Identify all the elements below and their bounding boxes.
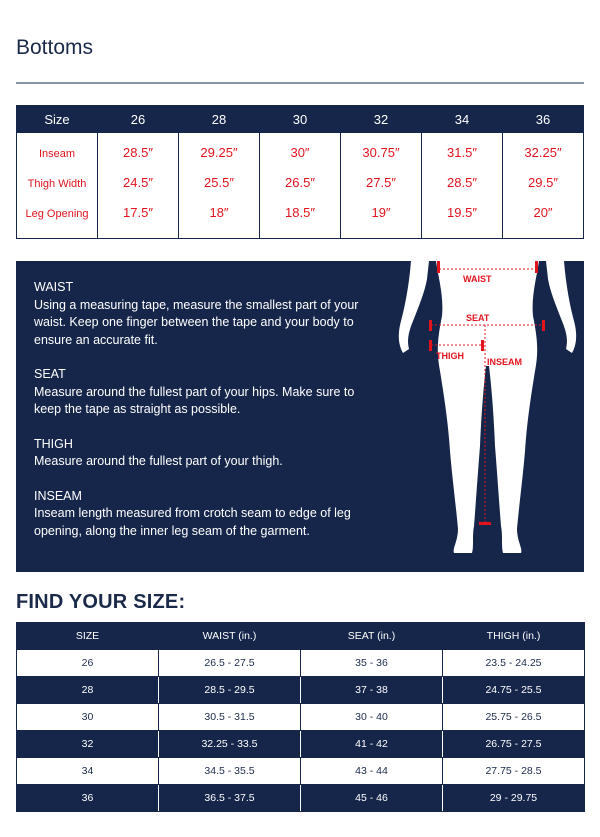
seat-cell: 43 - 44 bbox=[301, 758, 443, 785]
seat-instruction bbox=[34, 366, 384, 419]
size-cell: 28 bbox=[17, 677, 159, 704]
waist-cell: 32.25 - 33.5 bbox=[159, 731, 301, 758]
size-column bbox=[503, 133, 584, 239]
waist-heading: WAIST bbox=[34, 280, 74, 294]
figure-label-seat: SEAT bbox=[466, 313, 490, 323]
inseam-instruction bbox=[34, 488, 384, 541]
table-row bbox=[17, 677, 585, 704]
find-size-header-row bbox=[17, 623, 585, 650]
size-header: 26 bbox=[98, 106, 179, 133]
table-row bbox=[17, 731, 585, 758]
thigh-instruction bbox=[34, 436, 384, 471]
leg-opening-value: 19.5″ bbox=[447, 205, 477, 220]
leg-opening-value: 20″ bbox=[533, 205, 553, 220]
thigh-value: 24.5″ bbox=[123, 175, 153, 190]
thigh-value: 28.5″ bbox=[447, 175, 477, 190]
figure-label-waist: WAIST bbox=[463, 274, 492, 284]
size-header: 34 bbox=[422, 106, 503, 133]
thigh-cell: 29 - 29.75 bbox=[443, 785, 585, 812]
inseam-text: Inseam length measured from crotch seam to edge of leg opening, along the inner leg seam of the garment. bbox=[34, 506, 351, 538]
figure-label-inseam: INSEAM bbox=[487, 357, 523, 367]
thigh-cell: 26.75 - 27.5 bbox=[443, 731, 585, 758]
thigh-value: 27.5″ bbox=[366, 175, 396, 190]
body-figure bbox=[391, 261, 584, 572]
size-cell: 34 bbox=[17, 758, 159, 785]
size-column bbox=[179, 133, 260, 239]
inseam-value: 28.5″ bbox=[123, 145, 153, 160]
thigh-cell: 24.75 - 25.5 bbox=[443, 677, 585, 704]
inseam-value: 30.75″ bbox=[362, 145, 400, 160]
leg-opening-value: 19″ bbox=[371, 205, 391, 220]
column-header-waist: WAIST (in.) bbox=[159, 623, 301, 650]
find-size-title: FIND YOUR SIZE: bbox=[16, 591, 186, 613]
size-column bbox=[98, 133, 179, 239]
size-header: 36 bbox=[503, 106, 584, 133]
column-header-size: SIZE bbox=[17, 623, 159, 650]
leg-opening-value: 18″ bbox=[209, 205, 229, 220]
column-header-seat: SEAT (in.) bbox=[301, 623, 443, 650]
waist-cell: 36.5 - 37.5 bbox=[159, 785, 301, 812]
thigh-cell: 23.5 - 24.25 bbox=[443, 650, 585, 677]
size-header: 28 bbox=[179, 106, 260, 133]
size-header-label: Size bbox=[17, 106, 98, 133]
table-row bbox=[17, 704, 585, 731]
find-size-table bbox=[16, 622, 585, 812]
size-header: 30 bbox=[260, 106, 341, 133]
seat-text: Measure around the fullest part of your hips. Make sure to keep the tape as straight as possible. bbox=[34, 384, 355, 416]
row-label-thigh-width: Thigh Width bbox=[27, 178, 87, 190]
thigh-cell: 25.75 - 26.5 bbox=[443, 704, 585, 731]
table-row bbox=[17, 758, 585, 785]
waist-cell: 30.5 - 31.5 bbox=[159, 704, 301, 731]
measurement-labels bbox=[17, 133, 98, 239]
page-title: Bottoms bbox=[16, 36, 94, 59]
size-cell: 30 bbox=[17, 704, 159, 731]
inseam-value: 31.5″ bbox=[447, 145, 477, 160]
size-column bbox=[422, 133, 503, 239]
measure-guide-panel bbox=[16, 261, 584, 572]
thigh-heading: THIGH bbox=[34, 436, 73, 451]
size-header: 32 bbox=[341, 106, 422, 133]
size-chart-table bbox=[16, 105, 584, 239]
inseam-heading: INSEAM bbox=[34, 488, 82, 503]
row-label-leg-opening: Leg Opening bbox=[25, 208, 89, 220]
seat-cell: 35 - 36 bbox=[301, 650, 443, 677]
waist-cell: 28.5 - 29.5 bbox=[159, 677, 301, 704]
seat-heading: SEAT bbox=[34, 367, 66, 381]
seat-cell: 30 - 40 bbox=[301, 704, 443, 731]
thigh-text: Measure around the fullest part of your thigh. bbox=[34, 454, 283, 468]
measure-instructions bbox=[34, 279, 384, 557]
divider bbox=[16, 82, 584, 84]
leg-opening-value: 18.5″ bbox=[285, 205, 315, 220]
size-column bbox=[260, 133, 341, 239]
size-cell: 26 bbox=[17, 650, 159, 677]
size-header-row bbox=[17, 106, 584, 133]
body-silhouette-icon bbox=[391, 261, 584, 572]
column-header-thigh: THIGH (in.) bbox=[443, 623, 585, 650]
inseam-value: 32.25″ bbox=[524, 145, 562, 160]
leg-opening-value: 17.5″ bbox=[123, 205, 153, 220]
waist-text: Using a measuring tape, measure the smallest part of your waist. Keep one finger between the tape and your body to ensure an accurate fit. bbox=[34, 297, 359, 347]
seat-cell: 45 - 46 bbox=[301, 785, 443, 812]
table-row bbox=[17, 650, 585, 677]
inseam-value: 29.25″ bbox=[200, 145, 238, 160]
size-cell: 36 bbox=[17, 785, 159, 812]
inseam-value: 30″ bbox=[290, 145, 310, 160]
figure-label-thigh: THIGH bbox=[436, 351, 464, 361]
waist-cell: 34.5 - 35.5 bbox=[159, 758, 301, 785]
seat-cell: 41 - 42 bbox=[301, 731, 443, 758]
waist-instruction bbox=[34, 279, 384, 349]
size-column bbox=[341, 133, 422, 239]
size-body-row bbox=[17, 133, 584, 239]
size-cell: 32 bbox=[17, 731, 159, 758]
thigh-value: 29.5″ bbox=[528, 175, 558, 190]
thigh-cell: 27.75 - 28.5 bbox=[443, 758, 585, 785]
waist-cell: 26.5 - 27.5 bbox=[159, 650, 301, 677]
table-row bbox=[17, 785, 585, 812]
thigh-value: 25.5″ bbox=[204, 175, 234, 190]
row-label-inseam: Inseam bbox=[38, 148, 76, 160]
seat-cell: 37 - 38 bbox=[301, 677, 443, 704]
thigh-value: 26.5″ bbox=[285, 175, 315, 190]
